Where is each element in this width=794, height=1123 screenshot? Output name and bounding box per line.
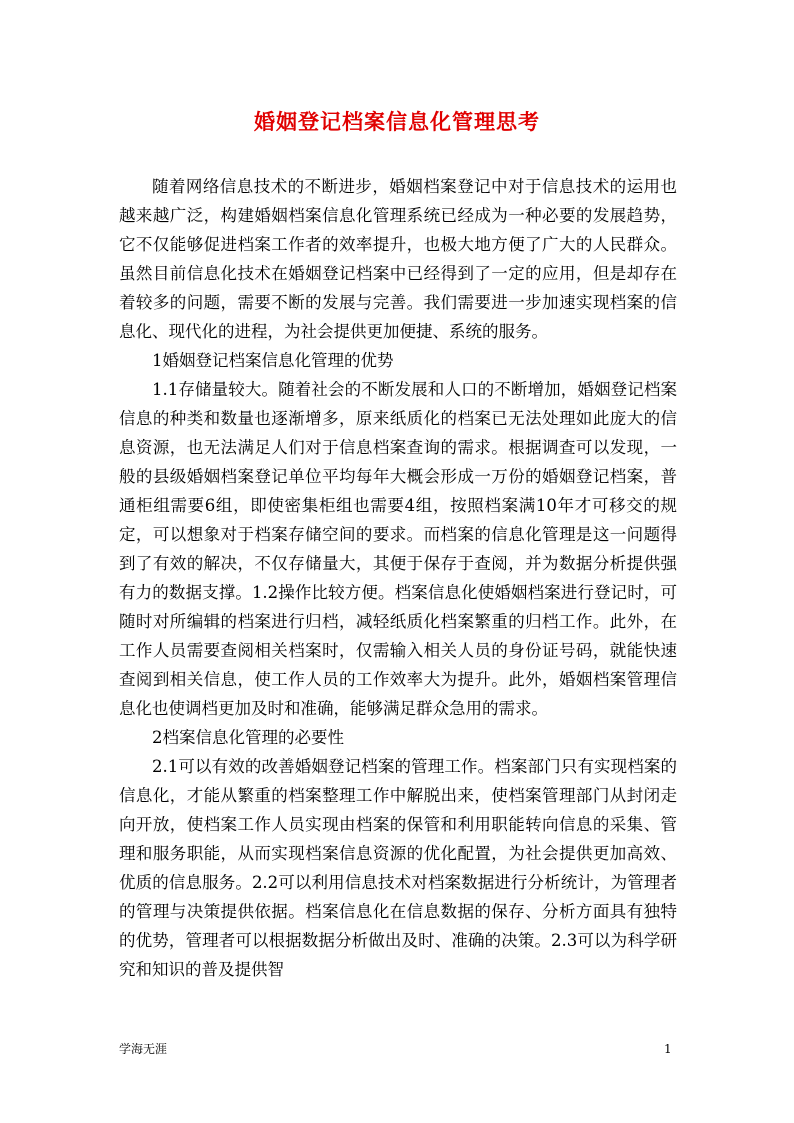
page-title: 婚姻登记档案信息化管理思考 (254, 109, 540, 134)
page-number: 1 (664, 1042, 672, 1056)
intro-paragraph: 随着网络信息技术的不断进步，婚姻档案登记中对于信息技术的运用也越来越广泛，构建婚姻档案信息化管理系统已经成为一种必要的发展趋势，它不仅能够促进档案工作者的效率提升，也极大地方便了广大的人民群众。虽然目前信息化技术在婚姻登记档案中已经得到了一定的应用，但是却存在着较多的问题，需要不断的发展与完善。我们需要进一步加速实现档案的信息化、现代化的进程，为社会提供更加便捷、系统的服务。 (119, 177, 677, 341)
footer-text: 学海无涯 (119, 1042, 168, 1056)
section-2-heading: 2档案信息化管理的必要性 (152, 728, 344, 747)
section-1-paragraph: 1.1存储量较大。随着社会的不断发展和人口的不断增加，婚姻登记档案信息的种类和数量也逐渐增多，原来纸质化的档案已无法处理如此庞大的信息资源，也无法满足人们对于信息档案查询的需求。根据调查可以发现，一般的县级婚姻档案登记单位平均每年大概会形成一万份的婚姻登记档案，普通柜组需要6组，即使密集柜组也需要4组，按照档案满10年才可移交的规定，可以想象对于档案存储空间的要求。而档案的信息化管理是这一问题得到了有效的解决，不仅存储量大，其便于保存于查阅，并为数据分析提供强有力的数据支撑。1.2操作比较方便。档案信息化使婚姻档案进行登记时，可随时对所编辑的档案进行归档，减轻纸质化档案繁重的归档工作。此外，在工作人员需要查阅相关档案时，仅需输入相关人员的身份证号码，就能快速查阅到相关信息，使工作人员的工作效率大为提升。此外，婚姻档案管理信息化也使调档更加及时和准确，能够满足群众急用的需求。 (119, 380, 677, 718)
section-2-paragraph: 2.1可以有效的改善婚姻登记档案的管理工作。档案部门只有实现档案的信息化，才能从繁重的档案整理工作中解脱出来，使档案管理部门从封闭走向开放，使档案工作人员实现由档案的保管和利用职能转向信息的采集、管理和服务职能，从而实现档案信息资源的优化配置，为社会提供更加高效、优质的信息服务。2.2可以利用信息技术对档案数据进行分析统计，为管理者的管理与决策提供依据。档案信息化在信息数据的保存、分析方面具有独特的优势，管理者可以根据数据分析做出及时、准确的决策。2.3可以为科学研究和知识的普及提供智 (119, 757, 677, 979)
document-body (119, 172, 677, 984)
section-1-heading: 1婚姻登记档案信息化管理的优势 (152, 351, 394, 370)
